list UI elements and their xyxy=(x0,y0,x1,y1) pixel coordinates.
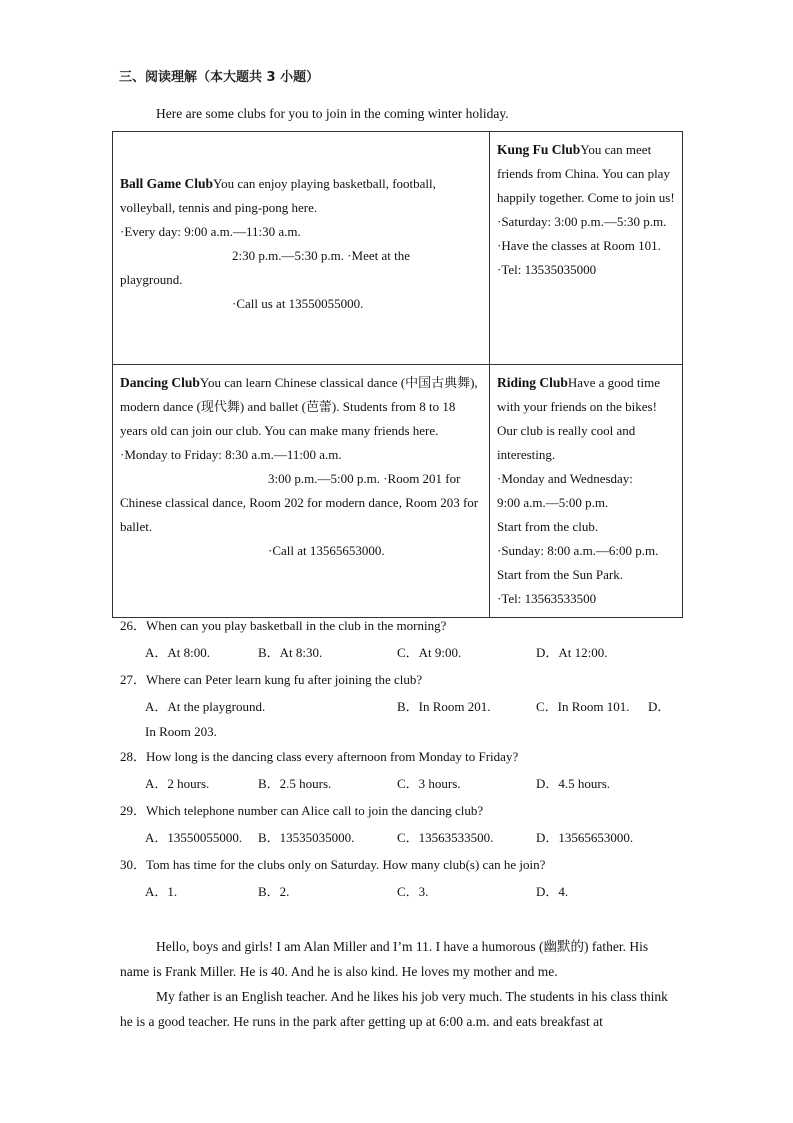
question-30: 30．Tom has time for the clubs only on Saturday. How many club(s) can he join? xyxy=(120,857,546,872)
riding-club-days: ·Monday and Wednesday: xyxy=(497,471,633,486)
question-28-options xyxy=(145,770,680,797)
kungfu-club-time: ·Saturday: 3:00 p.m.—5:30 p.m. xyxy=(497,214,667,229)
option-a[interactable]: A．At the playground. xyxy=(145,699,266,714)
option-b[interactable]: B．2. xyxy=(258,884,290,899)
riding-club-sunday-start: Start from the Sun Park. xyxy=(497,567,624,582)
kungfu-club-name: Kung Fu Club xyxy=(497,142,581,157)
question-29-options xyxy=(145,824,680,851)
option-c[interactable]: C．3. xyxy=(397,884,429,899)
riding-club-desc: Have a good time with your friends on the bikes! Our club is really cool and interesting. xyxy=(497,375,660,462)
riding-club-weekday-start: Start from the club. xyxy=(497,519,599,534)
option-d[interactable]: D．4.5 hours. xyxy=(536,776,611,791)
option-a[interactable]: A．At 8:00. xyxy=(145,645,211,660)
dancing-club-cell xyxy=(113,365,490,618)
dancing-club-phone: ·Call at 13565653000. xyxy=(268,543,385,558)
option-c[interactable]: C．In Room 101. xyxy=(536,699,630,714)
option-a[interactable]: A．13550055000. xyxy=(145,830,243,845)
question-26-options xyxy=(145,639,680,666)
section-title: 三、阅读理解（本大题共 3 小题） xyxy=(119,70,320,85)
dancing-club-time-afternoon: 3:00 p.m.—5:00 p.m. ·Room 201 for xyxy=(268,471,461,486)
riding-club-phone: ·Tel: 13563533500 xyxy=(497,591,597,606)
option-b[interactable]: B．2.5 hours. xyxy=(258,776,332,791)
kungfu-club-phone: ·Tel: 13535035000 xyxy=(497,262,597,277)
kungfu-club-room: ·Have the classes at Room 101. xyxy=(497,238,661,253)
question-27: 27．Where can Peter learn kung fu after joining the club? xyxy=(120,672,423,687)
question-28: 28．How long is the dancing class every afternoon from Monday to Friday? xyxy=(120,749,519,764)
ball-club-name: Ball Game Club xyxy=(120,176,214,191)
option-d-text[interactable]: In Room 203. xyxy=(145,724,217,739)
option-c[interactable]: C．At 9:00. xyxy=(397,645,462,660)
option-b[interactable]: B．At 8:30. xyxy=(258,645,323,660)
question-26: 26．When can you play basketball in the club in the morning? xyxy=(120,618,447,633)
questions-block xyxy=(120,612,680,905)
riding-club-sunday-time: ·Sunday: 8:00 a.m.—6:00 p.m. xyxy=(497,543,659,558)
option-b[interactable]: B．In Room 201. xyxy=(397,699,491,714)
ball-club-time-morning: ·Every day: 9:00 a.m.—11:30 a.m. xyxy=(120,224,301,239)
option-c[interactable]: C．3 hours. xyxy=(397,776,461,791)
question-27-options xyxy=(145,693,680,743)
option-d[interactable]: D．At 12:00. xyxy=(536,645,608,660)
riding-club-cell xyxy=(490,365,683,618)
kungfu-club-desc: You can meet friends from China. You can play happily together. Come to join us! xyxy=(497,142,675,205)
riding-club-weekday-time: 9:00 a.m.—5:00 p.m. xyxy=(497,495,609,510)
option-a[interactable]: A．2 hours. xyxy=(145,776,210,791)
option-d[interactable]: D．13565653000. xyxy=(536,830,634,845)
ball-club-place: playground. xyxy=(120,272,183,287)
dancing-club-name: Dancing Club xyxy=(120,375,200,390)
dancing-club-rooms: Chinese classical dance, Room 202 for modern dance, Room 203 for ballet. xyxy=(120,495,479,534)
riding-club-name: Riding Club xyxy=(497,375,568,390)
kung-fu-club-cell xyxy=(490,132,683,365)
dancing-club-time-morning: ·Monday to Friday: 8:30 a.m.—11:00 a.m. xyxy=(120,447,342,462)
question-29: 29．Which telephone number can Alice call to join the dancing club? xyxy=(120,803,484,818)
option-c[interactable]: C．13563533500. xyxy=(397,830,494,845)
passage-paragraph-2: My father is an English teacher. And he likes his job very much. The students in his class think he is a good teacher. He runs in the park after getting up at 6:00 a.m. and eats breakfast at xyxy=(120,989,668,1029)
ball-game-club-cell xyxy=(113,132,490,365)
intro-text: Here are some clubs for you to join in the coming winter holiday. xyxy=(156,106,509,121)
option-a[interactable]: A．1. xyxy=(145,884,178,899)
ball-club-phone: ·Call us at 13550055000. xyxy=(232,296,364,311)
ball-club-time-afternoon: 2:30 p.m.—5:30 p.m. ·Meet at the xyxy=(232,248,411,263)
option-b[interactable]: B．13535035000. xyxy=(258,830,355,845)
reading-passage xyxy=(120,934,676,1034)
ball-club-desc: You can enjoy playing basketball, football, volleyball, tennis and ping-pong here. xyxy=(120,176,436,215)
option-d[interactable]: D． xyxy=(648,699,671,714)
clubs-table xyxy=(112,131,683,618)
passage-paragraph-1: Hello, boys and girls! I am Alan Miller and I’m 11. I have a humorous (幽默的) father. His name is Frank Miller. He is 40. And he is also kind. He loves my mother and me. xyxy=(120,939,649,979)
dancing-club-desc: You can learn Chinese classical dance (中国古典舞), modern dance (现代舞) and ballet (芭蕾). Students from 8 to 18 years old can join our club. You can make many friends here. xyxy=(120,375,478,438)
question-30-options xyxy=(145,878,680,905)
option-d[interactable]: D．4. xyxy=(536,884,569,899)
